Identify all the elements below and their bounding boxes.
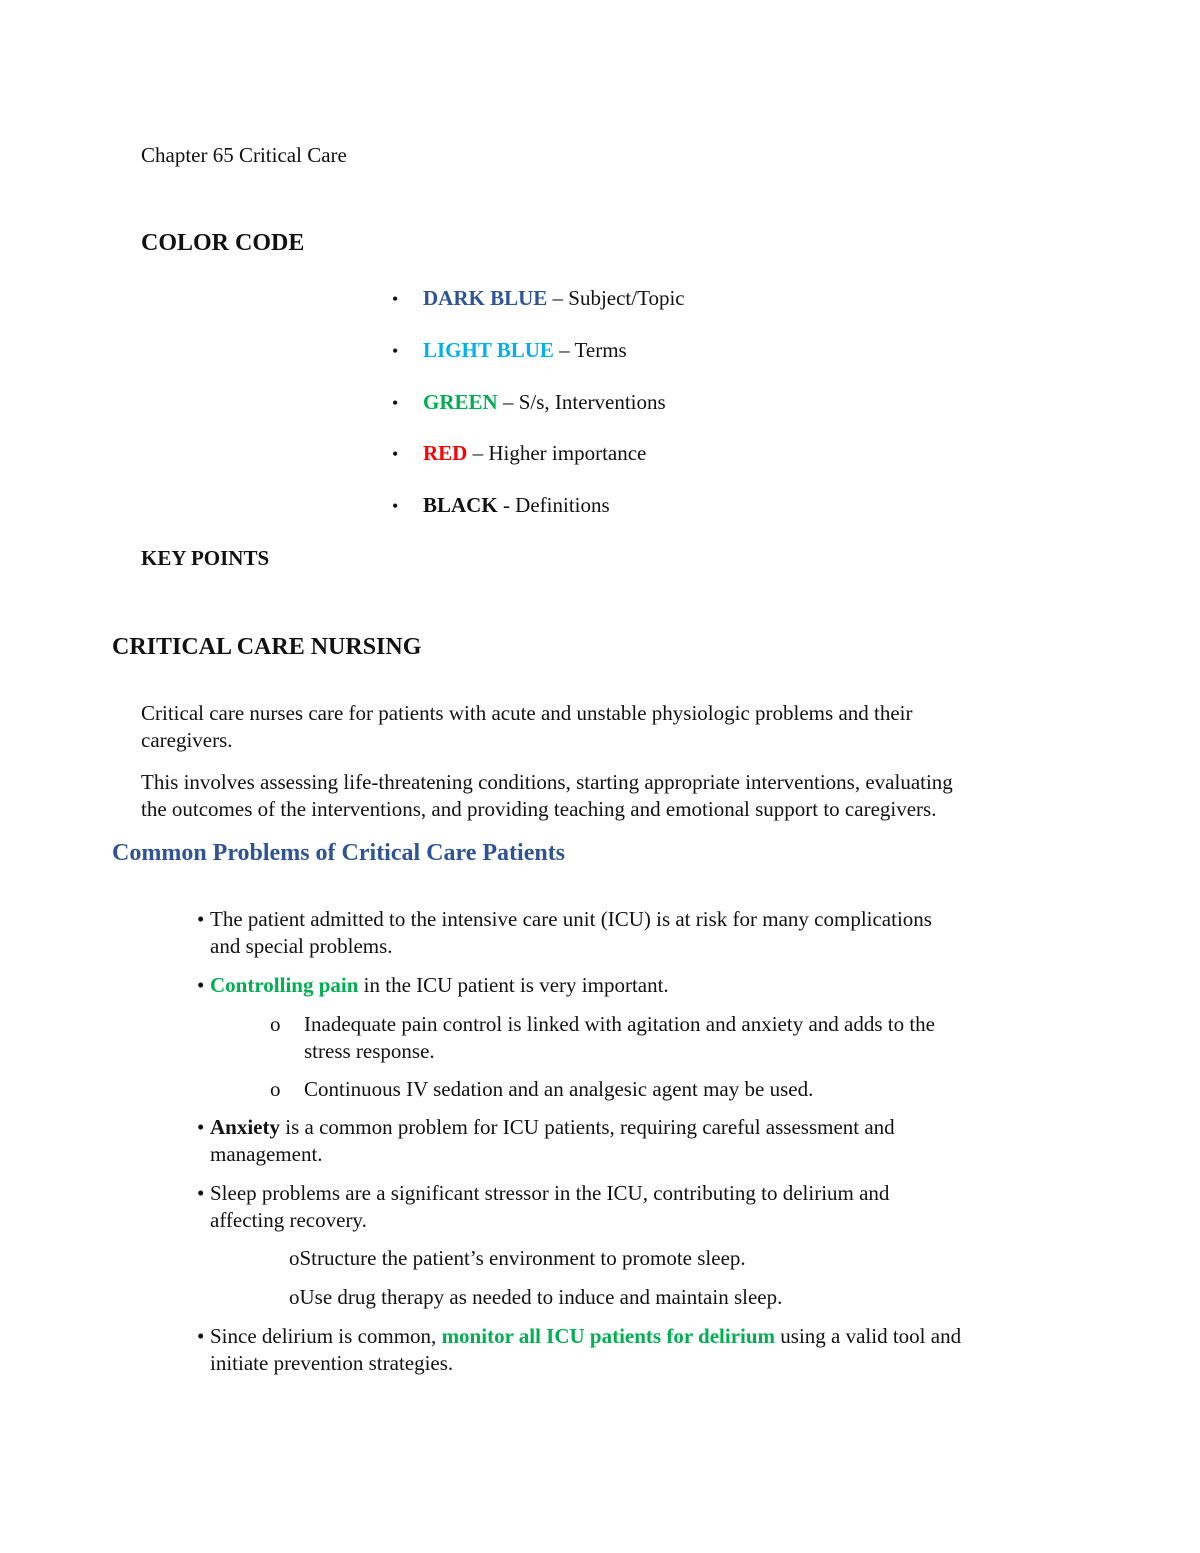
legend-term: GREEN	[423, 390, 498, 414]
text-line: Inadequate pain control is linked with agitation and anxiety and adds to the	[304, 1012, 935, 1036]
text-line: This involves assessing life-threatening conditions, starting appropriate interventions, evaluating	[141, 770, 953, 794]
legend-item-black	[392, 493, 610, 518]
bullet-marker: •	[197, 1181, 205, 1205]
text-line: The patient admitted to the intensive care unit (ICU) is at risk for many complications	[210, 907, 932, 931]
legend-item-light-blue	[392, 338, 627, 363]
section-heading: Common Problems of Critical Care Patients	[112, 840, 566, 866]
bullet-marker: •	[197, 1115, 205, 1139]
list-item	[197, 1114, 895, 1168]
text-line: stress response.	[304, 1039, 435, 1063]
legend-desc: – S/s, Interventions	[497, 390, 666, 414]
highlight-term: monitor all ICU patients for delirium	[441, 1324, 776, 1348]
text-line: Use drug therapy as needed to induce and maintain sleep.	[299, 1285, 783, 1309]
bullet-marker: •	[392, 289, 399, 309]
intro-paragraph-1	[141, 700, 913, 754]
list-item	[197, 1180, 889, 1234]
legend-desc: – Terms	[553, 338, 627, 362]
bullet-marker: •	[197, 1324, 205, 1348]
highlight-term: Controlling pain	[210, 973, 359, 997]
text-line: Sleep problems are a significant stressor in the ICU, contributing to delirium and	[210, 1181, 890, 1205]
intro-paragraph-2	[141, 769, 953, 823]
legend-item-dark-blue	[392, 286, 685, 311]
bullet-marker: •	[392, 496, 399, 516]
sub-list-item	[270, 1076, 813, 1103]
text-line: Critical care nurses care for patients with acute and unstable physiologic problems and their	[141, 701, 913, 725]
bullet-marker: •	[392, 341, 399, 361]
sub-bullet-marker: o	[289, 1285, 300, 1309]
text-line: management.	[210, 1142, 323, 1166]
legend-desc: – Higher importance	[467, 441, 647, 465]
legend-item-red	[392, 441, 646, 466]
bullet-marker: •	[197, 973, 205, 997]
text-line: using a valid tool and	[775, 1324, 962, 1348]
legend-term: RED	[423, 441, 468, 465]
list-item	[197, 1323, 961, 1377]
text-line: initiate prevention strategies.	[210, 1351, 454, 1375]
key-points-label: KEY POINTS	[141, 546, 270, 570]
legend-desc: - Definitions	[497, 493, 610, 517]
bullet-marker: •	[392, 393, 399, 413]
text-line: Structure the patient’s environment to promote sleep.	[299, 1246, 746, 1270]
text-line: in the ICU patient is very important.	[358, 973, 669, 997]
color-code-heading: COLOR CODE	[141, 230, 305, 256]
legend-desc: – Subject/Topic	[547, 286, 685, 310]
text-line: Since delirium is common,	[210, 1324, 442, 1348]
legend-term: LIGHT BLUE	[423, 338, 554, 362]
sub-bullet-marker: o	[289, 1246, 300, 1270]
legend-item-green	[392, 390, 666, 415]
text-line: is a common problem for ICU patients, requiring careful assessment and	[280, 1115, 895, 1139]
critical-care-heading: CRITICAL CARE NURSING	[112, 634, 422, 660]
sub-bullet-marker: o	[270, 1077, 281, 1101]
sub-list-item	[289, 1246, 746, 1271]
text-line: affecting recovery.	[210, 1208, 367, 1232]
sub-bullet-marker: o	[270, 1012, 281, 1036]
text-line: caregivers.	[141, 728, 233, 752]
highlight-term: Anxiety	[210, 1115, 280, 1139]
bullet-marker: •	[197, 907, 205, 931]
text-line: and special problems.	[210, 934, 393, 958]
chapter-title: Chapter 65 Critical Care	[141, 143, 347, 167]
text-line: Continuous IV sedation and an analgesic agent may be used.	[304, 1077, 814, 1101]
legend-term: DARK BLUE	[423, 286, 548, 310]
legend-term: BLACK	[423, 493, 498, 517]
list-item	[197, 906, 932, 960]
text-line: the outcomes of the interventions, and providing teaching and emotional support to caregivers.	[141, 797, 937, 821]
sub-list-item	[270, 1011, 935, 1065]
bullet-marker: •	[392, 444, 399, 464]
sub-list-item	[289, 1285, 782, 1310]
list-item	[197, 972, 669, 999]
